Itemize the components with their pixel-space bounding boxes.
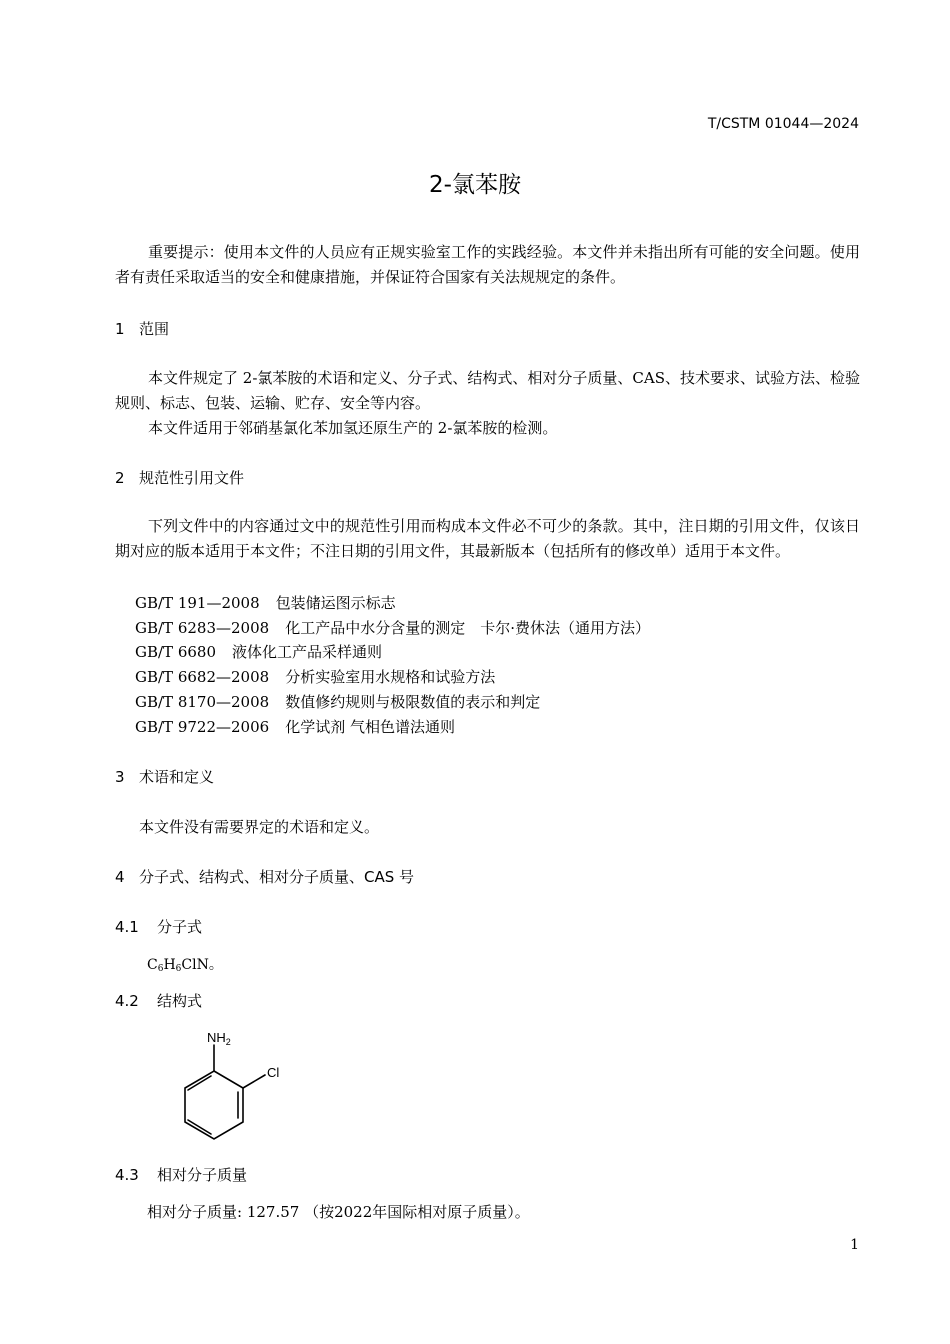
double-bond: [188, 1076, 211, 1090]
reference-item: [135, 641, 382, 662]
section-2-heading: [115, 467, 244, 488]
subsection-title: 分子式: [157, 918, 203, 936]
reference-code: GB/T 6283—2008: [135, 619, 270, 637]
molecular-mass: 相对分子质量: 127.57 （按2022年国际相对原子质量）。: [147, 1203, 530, 1221]
reference-title: 数值修约规则与极限数值的表示和判定: [285, 693, 541, 711]
subsection-4-2-heading: [115, 990, 202, 1011]
scope-paragraph-2: 本文件适用于邻硝基氯化苯加氢还原生产的 2-氯苯胺的检测。: [148, 419, 558, 437]
reference-code: GB/T 8170—2008: [135, 693, 270, 711]
safety-warning: 重要提示：使用本文件的人员应有正规实验室工作的实践经验。本文件并未指出所有可能的安全问题。使用者有责任采取适当的安全和健康措施，并保证符合国家有关法规规定的条件。: [115, 243, 860, 286]
section-4-heading: [115, 866, 414, 887]
section-number: 4: [115, 868, 125, 886]
reference-item: [135, 666, 495, 687]
subsection-number: 4.1: [115, 918, 139, 936]
section-number: 2: [115, 469, 125, 487]
formula-carbon: C: [147, 957, 158, 973]
section-number: 3: [115, 768, 125, 786]
reference-item: [135, 617, 650, 638]
section-title: 分子式、结构式、相对分子质量、CAS 号: [139, 868, 415, 886]
subsection-4-1-heading: [115, 916, 202, 937]
reference-title: 分析实验室用水规格和试验方法: [285, 668, 496, 686]
formula-rest: ClN。: [181, 957, 223, 973]
chloro-bond: [243, 1075, 265, 1088]
reference-item: [135, 716, 455, 737]
section-title: 术语和定义: [139, 768, 215, 786]
subsection-4-3-heading: [115, 1164, 247, 1185]
reference-item: [135, 691, 540, 712]
subsection-title: 相对分子质量: [157, 1166, 248, 1184]
scope-paragraph-1: 本文件规定了 2-氯苯胺的术语和定义、分子式、结构式、相对分子质量、CAS、技术要求、试验方法、检验规则、标志、包装、运输、贮存、安全等内容。: [115, 369, 860, 412]
page-title: 2-氯苯胺: [429, 172, 521, 198]
section-number: 1: [115, 320, 125, 338]
reference-title: 液体化工产品采样通则: [232, 643, 383, 661]
references-intro: 下列文件中的内容通过文中的规范性引用而构成本文件必不可少的条款。其中，注日期的引用文件，仅该日期对应的版本适用于本文件；不注日期的引用文件，其最新版本（包括所有的修改单）适用于本文件。: [115, 517, 860, 560]
reference-code: GB/T 6682—2008: [135, 668, 270, 686]
double-bond: [188, 1120, 211, 1134]
section-1-heading: [115, 318, 169, 339]
terms-statement: 本文件没有需要界定的术语和定义。: [139, 818, 380, 836]
formula-carbon-count: 6: [157, 964, 164, 974]
reference-code: GB/T 9722—2006: [135, 718, 270, 736]
section-3-heading: [115, 766, 214, 787]
reference-title: 化工产品中水分含量的测定 卡尔·费休法（通用方法）: [285, 619, 650, 637]
section-title: 范围: [139, 320, 170, 338]
reference-code: GB/T 191—2008: [135, 594, 260, 612]
chlorine-label: Cl: [267, 1065, 280, 1080]
benzene-ring: [185, 1071, 243, 1139]
subsection-number: 4.3: [115, 1166, 139, 1184]
reference-item: [135, 592, 396, 613]
molecular-formula: [147, 954, 223, 974]
reference-title: 包装储运图示标志: [275, 594, 396, 612]
reference-code: GB/T 6680: [135, 643, 217, 661]
subsection-number: 4.2: [115, 992, 139, 1010]
amine-label: $NH_2$: [207, 1030, 231, 1047]
structural-formula: [175, 1025, 295, 1145]
formula-hydrogen-count: 6: [175, 964, 182, 974]
page-number: 1: [850, 1237, 859, 1253]
reference-title: 化学试剂 气相色谱法通则: [285, 718, 455, 736]
section-title: 规范性引用文件: [139, 469, 245, 487]
subsection-title: 结构式: [157, 992, 203, 1010]
formula-hydrogen: H: [163, 957, 176, 973]
document-number: T/CSTM 01044—2024: [707, 116, 859, 132]
